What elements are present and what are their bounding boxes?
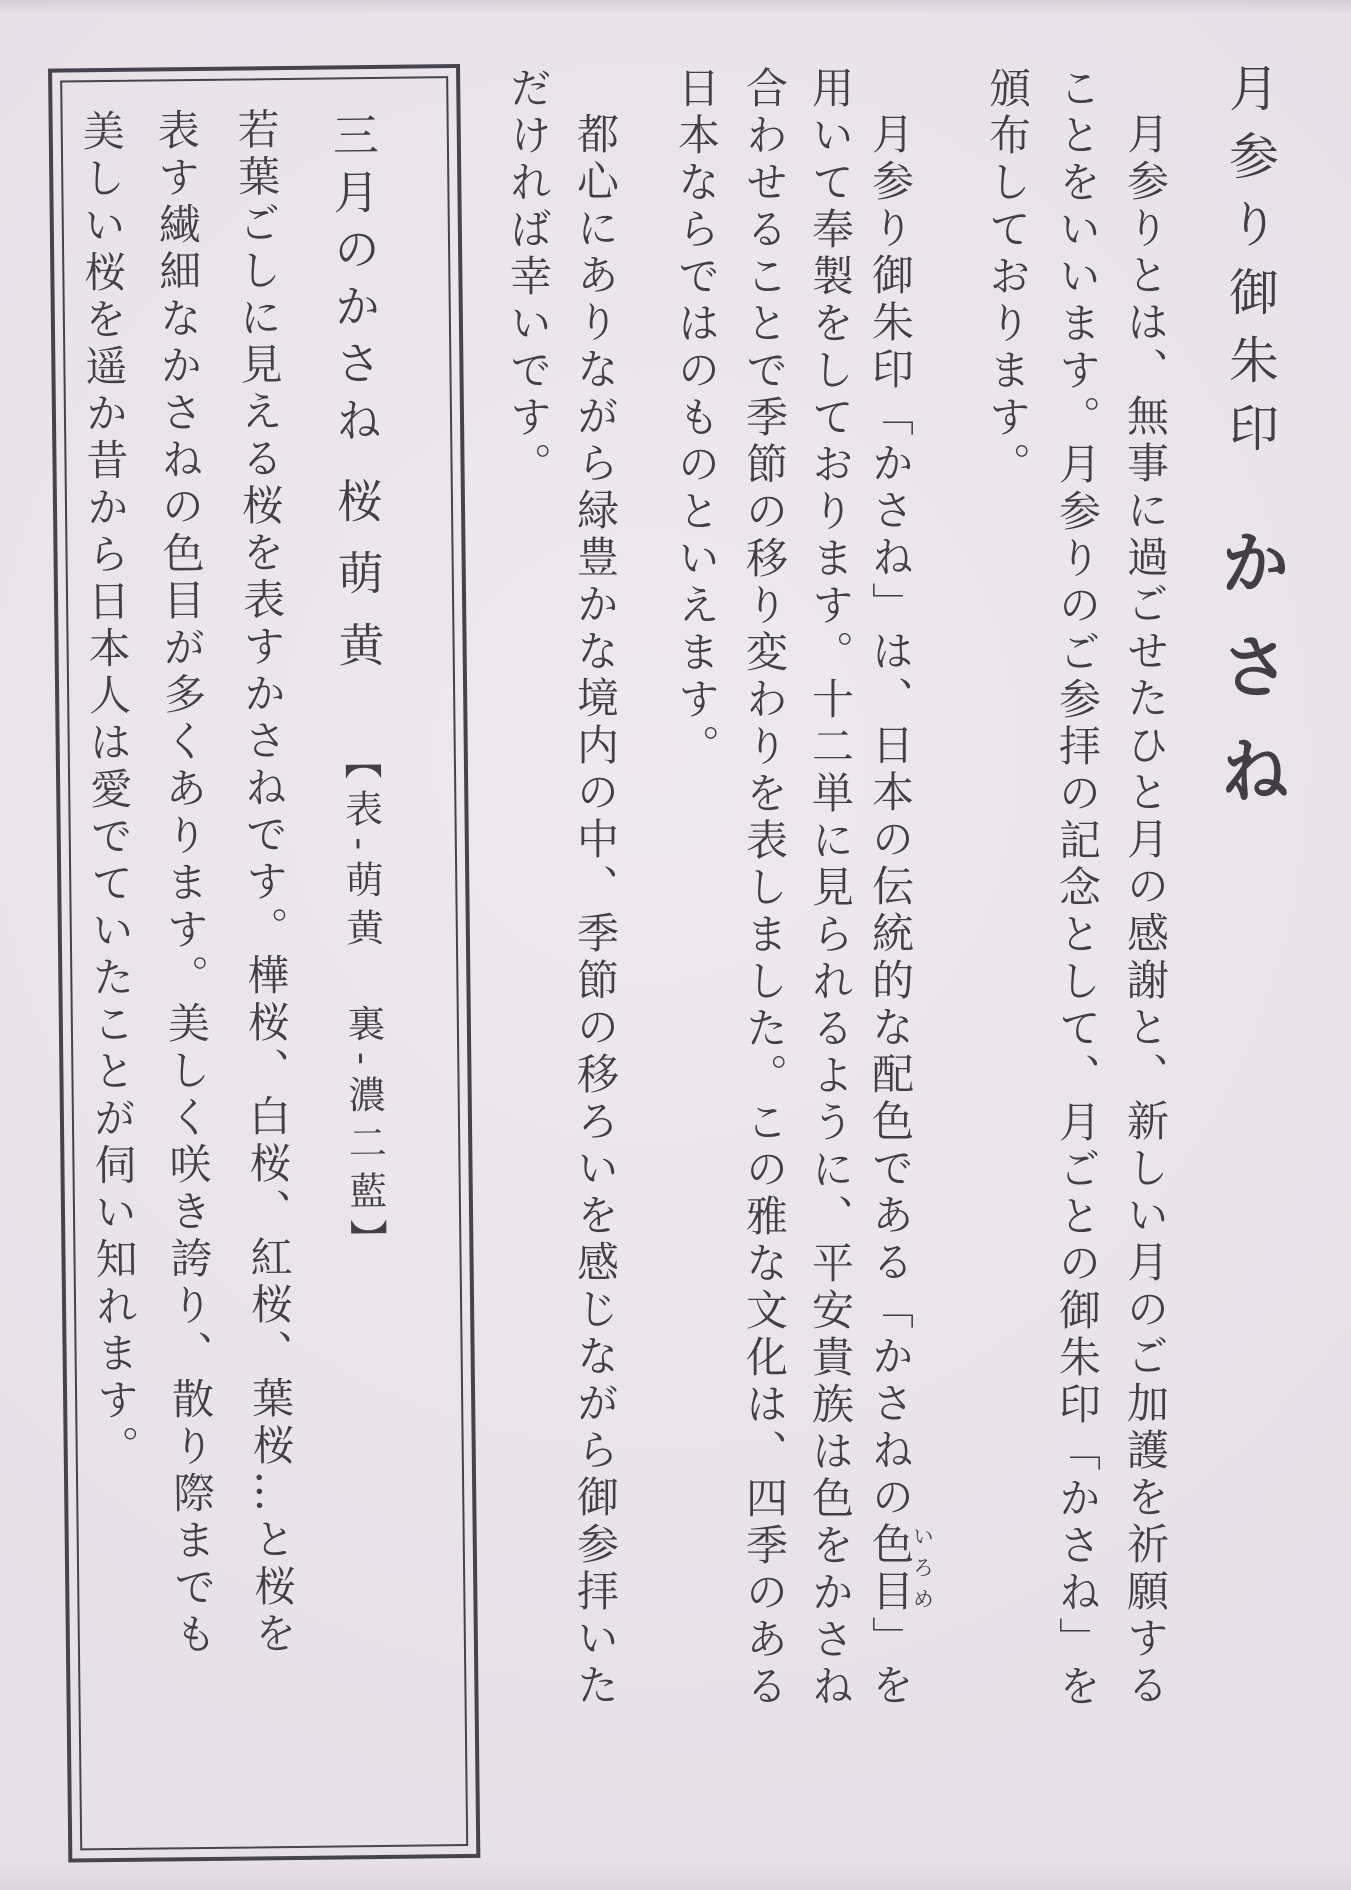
box-inner-border: [60, 76, 468, 1850]
box-text-column-3: 美しい桜を遥か昔から日本人は愛でていたことが伺い知れます。: [76, 108, 141, 1473]
text-column-7: 日本ならではのものといえます。: [672, 66, 721, 771]
ruby-pre-text: 月参り御朱印「かさね」は、日本の伝統的な配色である「かさねの: [866, 112, 915, 1522]
box-title: [321, 111, 398, 1267]
text-column-5: 用いて奉製をしております。十二単に見られるように、平安貴族は色をかさね: [806, 66, 855, 1711]
text-column-2: ことをいいます。月参りのご参拝の記念として、月ごとの御朱印「かさね」を: [1053, 66, 1102, 1711]
text-column-3: 頒布しております。: [983, 66, 1032, 489]
text-column-4-ruby: [860, 112, 934, 1710]
box-text-column-1: 若葉ごしに見える桜を表すかさねです。樺桜、白桜、紅桜、葉桜…と桜を: [231, 107, 299, 1659]
title-main: 月参り御朱印: [1221, 62, 1279, 470]
box-title-month: 三月のかさね: [325, 110, 384, 454]
text-column-6: 合わせることで季節の移り変わりを表しました。この雅な文化は、四季のある: [740, 66, 789, 1711]
text-column-1: 月参りとは、無事に過ごせたひと月の感謝と、新しい月のご加護を祈願する: [1121, 112, 1170, 1710]
box-title-name: 桜萌黄: [329, 476, 387, 694]
text-column-8: 都心にありながら緑豊かな境内の中、季節の移ろいを感じながら御参拝いた: [571, 112, 620, 1710]
irome-ruby: [866, 1522, 935, 1616]
ruby-base: 色目: [866, 1522, 915, 1616]
box-title-spec: 【表‐萌黄 裏‐濃二藍】: [337, 740, 388, 1268]
text-column-9: だければ幸いです。: [504, 66, 553, 489]
title-kasane: かさね: [1209, 526, 1292, 838]
document-title: [1198, 62, 1302, 838]
ruby-furigana: いろめ: [910, 1522, 935, 1616]
ruby-post-text: 」を: [866, 1616, 915, 1710]
box-text-column-2: 表す繊細なかさねの色目が多くあります。美しく咲き誇り、散り際までも: [151, 107, 219, 1660]
march-kasane-box: [48, 64, 480, 1863]
